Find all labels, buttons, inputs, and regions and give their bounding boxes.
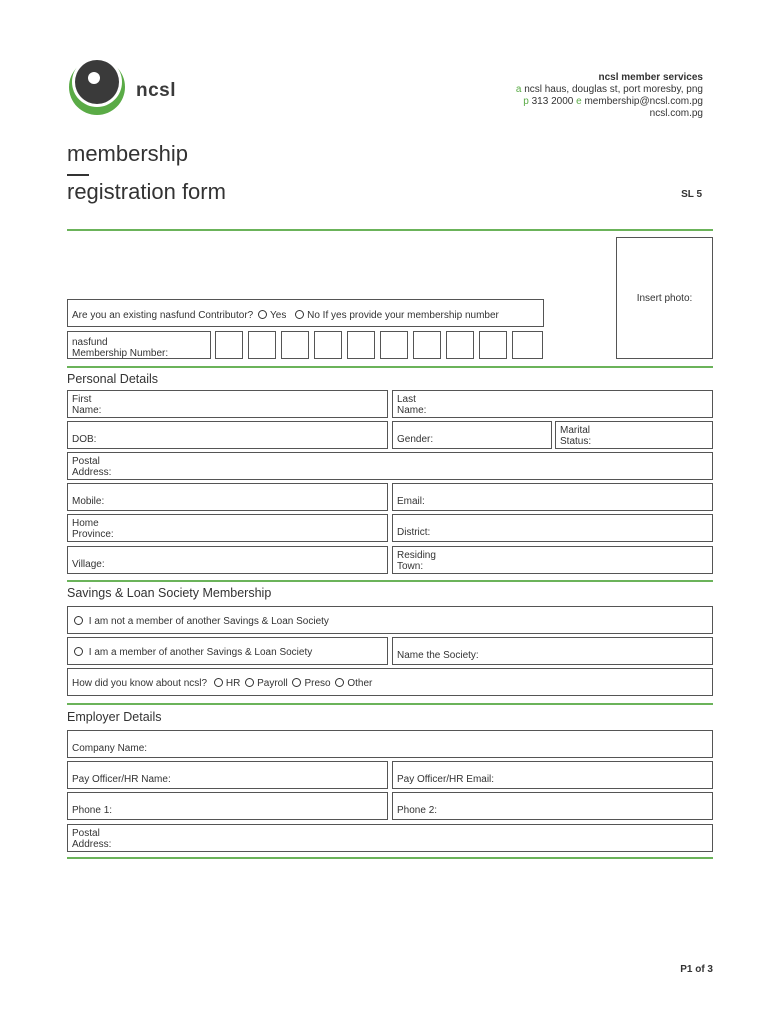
marital-status-field[interactable]: [555, 421, 713, 449]
divider-line: [67, 857, 713, 859]
membership-digit-9[interactable]: [479, 331, 507, 359]
member-option: [67, 637, 388, 665]
member-label: I am a member of another Savings & Loan Society: [88, 647, 313, 658]
village-field[interactable]: [67, 546, 388, 574]
divider-line: [67, 229, 713, 231]
membership-digit-8[interactable]: [446, 331, 474, 359]
membership-number-label-box: [67, 331, 211, 359]
postal-address-field[interactable]: [67, 452, 713, 480]
membership-digit-4[interactable]: [314, 331, 342, 359]
preso-label: Preso: [304, 678, 331, 689]
pay-officer-name-field[interactable]: [67, 761, 388, 789]
payroll-label: Payroll: [257, 678, 288, 689]
nasfund-question-box: [67, 299, 544, 327]
society-name-field[interactable]: [392, 637, 713, 665]
employer-postal-label-1: Postal: [72, 828, 100, 839]
member-radio[interactable]: [74, 647, 83, 656]
form-title-line1: membership: [67, 141, 189, 166]
employer-postal-address-field[interactable]: [67, 824, 713, 852]
residing-town-field[interactable]: [392, 546, 713, 574]
home-province-label-1: Home: [72, 518, 99, 529]
email-field[interactable]: [392, 483, 713, 511]
how-know-label: How did you know about ncsl?: [72, 678, 208, 689]
photo-box[interactable]: [616, 237, 713, 359]
membership-digit-10[interactable]: [512, 331, 543, 359]
photo-label: Insert photo:: [636, 293, 693, 304]
phone1-label: Phone 1:: [72, 805, 113, 816]
personal-details-heading: Personal Details: [67, 372, 159, 386]
logo-text: ncsl: [136, 80, 177, 101]
residing-label-2: Town:: [397, 561, 424, 572]
first-name-field[interactable]: [67, 390, 388, 418]
home-province-field[interactable]: [67, 514, 388, 542]
phone2-label: Phone 2:: [397, 805, 438, 816]
divider-line: [67, 703, 713, 705]
pay-officer-email-field[interactable]: [392, 761, 713, 789]
hr-radio[interactable]: [214, 678, 223, 687]
home-province-label-2: Province:: [72, 529, 114, 540]
marital-label-2: Status:: [560, 436, 592, 447]
company-name-field[interactable]: [67, 730, 713, 758]
marital-label-1: Marital: [560, 425, 591, 436]
residing-label-1: Residing: [397, 550, 436, 561]
gender-label: Gender:: [397, 434, 434, 445]
form-title-line2: registration form: [67, 179, 226, 204]
yes-label: Yes: [270, 310, 287, 321]
no-radio[interactable]: [295, 310, 304, 319]
postal-label-1: Postal: [72, 456, 100, 467]
last-name-label-1: Last: [397, 394, 416, 405]
first-name-label-2: Name:: [72, 405, 102, 416]
how-know-box: [67, 668, 713, 696]
phone2-field[interactable]: [392, 792, 713, 820]
membership-number-label-1: nasfund: [72, 337, 108, 348]
membership-digit-5[interactable]: [347, 331, 375, 359]
not-member-radio[interactable]: [74, 616, 83, 625]
village-label: Village:: [72, 559, 105, 570]
preso-radio[interactable]: [292, 678, 301, 687]
dob-label: DOB:: [72, 434, 97, 445]
page-number: P1 of 3: [680, 964, 713, 975]
yes-radio[interactable]: [258, 310, 267, 319]
email-label: Email:: [397, 496, 425, 507]
divider-line: [67, 366, 713, 368]
last-name-field[interactable]: [392, 390, 713, 418]
postal-label-2: Address:: [72, 467, 112, 478]
divider-line: [67, 580, 713, 582]
pay-officer-email-label: Pay Officer/HR Email:: [397, 774, 495, 785]
hr-label: HR: [225, 678, 241, 689]
phone-email-line: p 313 2000 e membership@ncsl.com.pg: [523, 96, 703, 107]
address-line: a ncsl haus, douglas st, port moresby, png: [515, 84, 703, 95]
membership-digit-3[interactable]: [281, 331, 309, 359]
society-name-label: Name the Society:: [397, 650, 479, 661]
payroll-radio[interactable]: [245, 678, 254, 687]
org-name: ncsl member services: [598, 72, 703, 83]
membership-number-label-2: Membership Number:: [72, 348, 169, 359]
company-name-label: Company Name:: [72, 743, 148, 754]
other-label: Other: [347, 678, 373, 689]
membership-digit-7[interactable]: [413, 331, 441, 359]
phone1-field[interactable]: [67, 792, 388, 820]
savings-heading: Savings & Loan Society Membership: [67, 586, 272, 600]
nasfund-question: Are you an existing nasfund Contributor?: [72, 310, 254, 321]
other-radio[interactable]: [335, 678, 344, 687]
membership-digit-2[interactable]: [248, 331, 276, 359]
employer-heading: Employer Details: [67, 710, 162, 724]
mobile-label: Mobile:: [72, 496, 105, 507]
form-code: SL 5: [681, 189, 702, 200]
first-name-label-1: First: [72, 394, 92, 405]
not-member-option: [67, 606, 713, 634]
website: ncsl.com.pg: [649, 108, 703, 119]
gender-field[interactable]: [392, 421, 552, 449]
contact-block: [516, 72, 703, 120]
pay-officer-name-label: Pay Officer/HR Name:: [72, 774, 171, 785]
employer-postal-label-2: Address:: [72, 839, 112, 850]
no-label: No If yes provide your membership number: [307, 310, 499, 321]
mobile-field[interactable]: [67, 483, 388, 511]
last-name-label-2: Name:: [397, 405, 427, 416]
title-dash: [67, 174, 89, 176]
district-label: District:: [397, 527, 431, 538]
not-member-label: I am not a member of another Savings & Loan Society: [88, 616, 329, 627]
membership-digit-1[interactable]: [215, 331, 243, 359]
district-field[interactable]: [392, 514, 713, 542]
dob-field[interactable]: [67, 421, 388, 449]
membership-digit-6[interactable]: [380, 331, 408, 359]
